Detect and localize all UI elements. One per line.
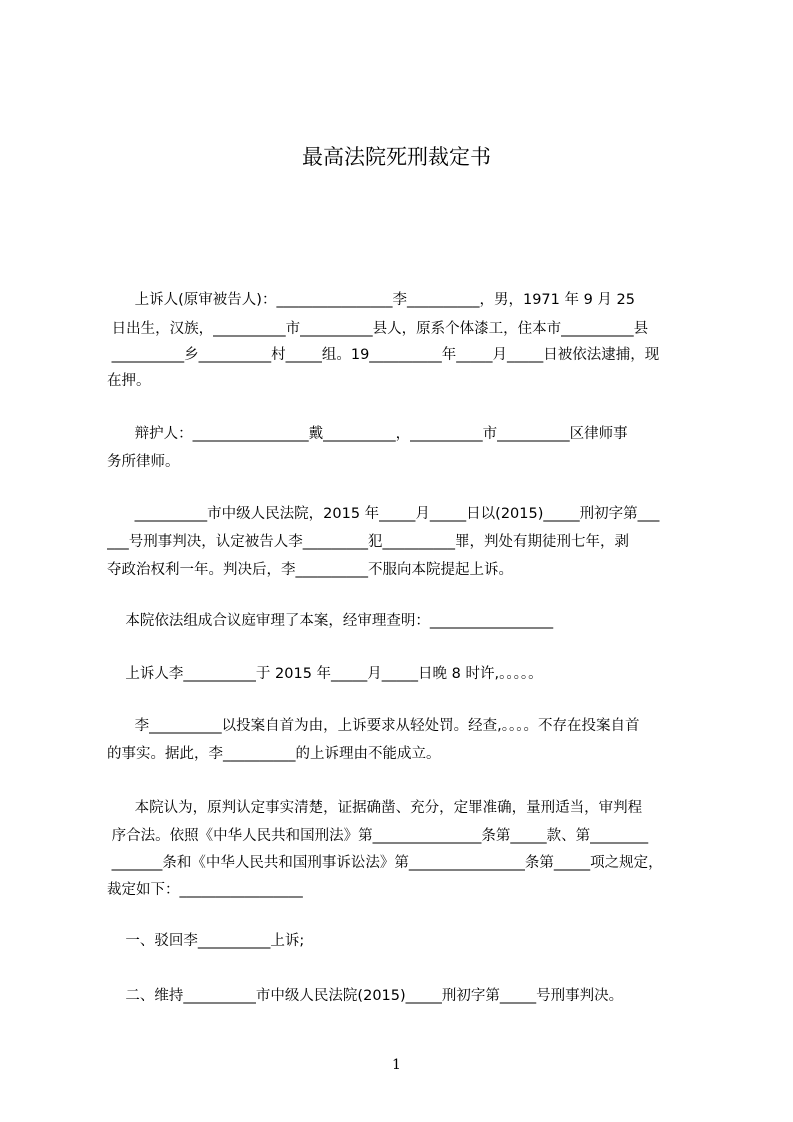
text-line: 序合法。依照《中华人民共和国刑法》第_______________条第_____款、第________	[107, 828, 649, 844]
ruling-item-1	[107, 930, 698, 954]
text-line: 务所律师。	[107, 454, 180, 470]
facts-paragraph	[107, 663, 698, 687]
text-line: 本院认为，原判认定事实清楚，证据确凿、充分，定罪准确，量刑适当，审判程	[107, 800, 643, 816]
surrender-paragraph	[107, 715, 698, 767]
text-line: __________乡__________村_____组。19__________年_____月_____日被依法逮捕，现	[107, 347, 660, 363]
text-line: 在押。	[107, 373, 151, 389]
text-line: 本院依法组成合议庭审理了本案，经审理查明：_________________	[107, 613, 554, 629]
text-line: 的事实。据此，李__________的上诉理由不能成立。	[107, 746, 441, 762]
appellant-paragraph	[107, 289, 698, 393]
text-line: 日出生，汉族，__________市__________县人，原系个体漆工，住本市__________县	[107, 321, 649, 337]
text-line: 辩护人：________________戴__________，__________市__________区律师事	[107, 426, 628, 442]
text-line: 上诉人李__________于 2015 年_____月_____日晚 8 时许,。。。。。	[107, 666, 543, 682]
text-line: __________市中级人民法院，2015 年_____月_____日以(2015)_____刑初字第___	[107, 506, 660, 522]
defender-paragraph	[107, 423, 698, 475]
ruling-item-2	[107, 985, 698, 1009]
page-number: 1	[392, 1057, 401, 1073]
text-line: 二、维持__________市中级人民法院(2015)_____刑初字第_____号刑事判决。	[107, 988, 624, 1004]
trial-paragraph	[107, 610, 698, 634]
document-title: 最高法院死刑裁定书	[302, 145, 491, 169]
text-line: _______条和《中华人民共和国刑事诉讼法》第________________条第_____项之规定，	[107, 855, 663, 871]
court-opinion-paragraph	[107, 797, 698, 903]
text-line: ___号刑事判决，认定被告人李_________犯__________罪，判处有期徒刑七年，剥	[107, 534, 629, 550]
text-line: 上诉人(原审被告人)：________________李__________，男，1971 年 9 月 25	[107, 292, 635, 308]
text-line: 李__________以投案自首为由，上诉要求从轻处罚。经查,。。。。不存在投案自首	[107, 718, 640, 734]
text-line: 裁定如下：_________________	[107, 882, 303, 898]
text-line: 夺政治权利一年。判决后，李__________不服向本院提起上诉。	[107, 562, 513, 578]
text-line: 一、驳回李__________上诉;	[107, 933, 305, 949]
first-instance-paragraph	[107, 503, 698, 583]
